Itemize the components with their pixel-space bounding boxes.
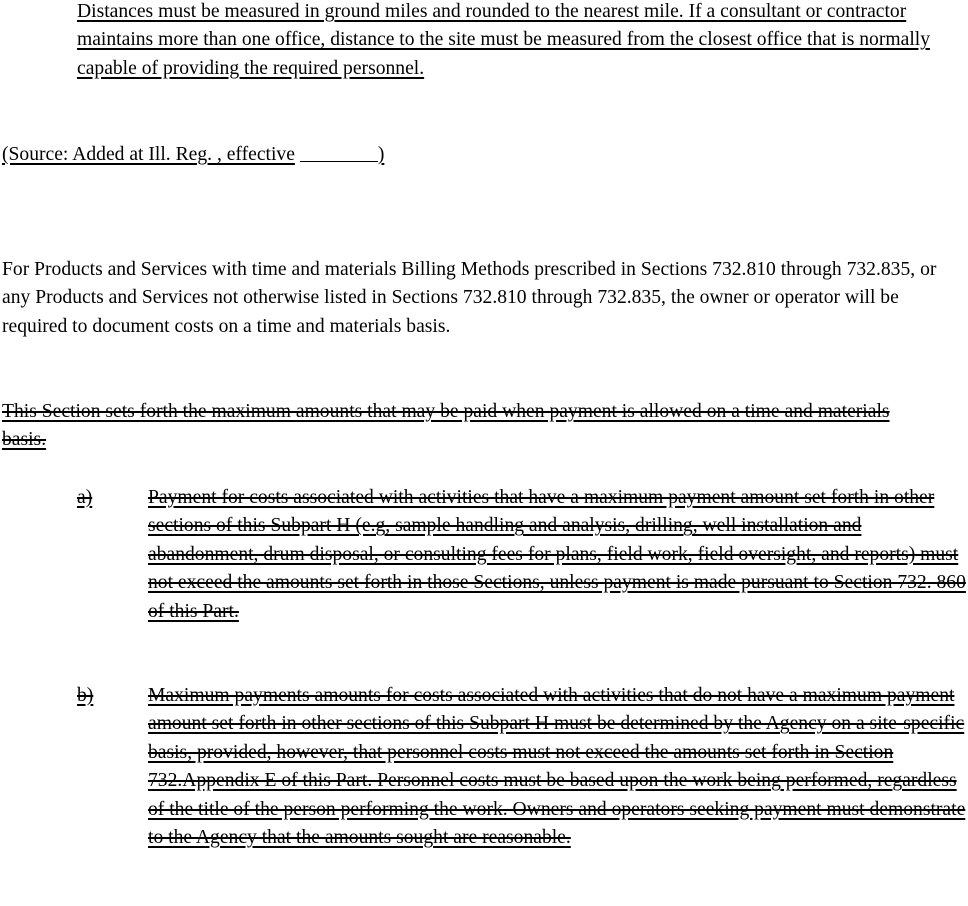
effective-date-blank <box>300 143 378 162</box>
item-b-text: Maximum payments amounts for costs associated with activities that do not have a maximum payment amount set forth in other sections of this Subpart H must be determined by the Agency on a site-specific basis, provided, however, that personnel costs must not exceed the amounts set forth in Section 732.Appendix E of this Part. Personnel costs must be based upon the work being performed, regardless of the title of the person performing the work. Owners and operators seeking payment must demonstrate to the Agency that the amounts sought are reasonable. <box>148 685 966 849</box>
item-b-label: b) <box>77 685 94 706</box>
time-materials-paragraph <box>2 256 968 341</box>
source-note <box>2 141 602 169</box>
distances-text: Distances must be measured in ground miles and rounded to the nearest mile. If a consultant or contractor maintains more than one office, distance to the site must be measured from the closest office that is normally capable of providing the required personnel. <box>77 1 930 79</box>
item-a-text: Payment for costs associated with activities that have a maximum payment amount set forth in other sections of this Subpart H (e.g, sample handling and analysis, drilling, well installation and abandonment, drum disposal, or consulting fees for plans, field work, field oversight, and reports) must not exceed the amounts set forth in those Sections, unless payment is made pursuant to Section 732. 860 of this Part. <box>148 487 966 622</box>
time-materials-text: For Products and Services with time and materials Billing Methods prescribed in Sections 732.810 through 732.835, or any Products and Services not otherwise listed in Sections 732.810 through 732.835, the owner or operator will be required to document costs on a time and materials basis. <box>2 259 937 337</box>
source-note-text: (Source: Added at Ill. Reg. , effective <box>2 144 295 165</box>
deleted-intro-paragraph <box>2 398 932 455</box>
distances-paragraph <box>77 0 937 83</box>
item-a-label: a) <box>77 487 93 508</box>
deleted-intro-text: This Section sets forth the maximum amounts that may be paid when payment is allowed on a time and materials basis. <box>2 401 890 451</box>
source-note-close: ) <box>377 144 385 165</box>
